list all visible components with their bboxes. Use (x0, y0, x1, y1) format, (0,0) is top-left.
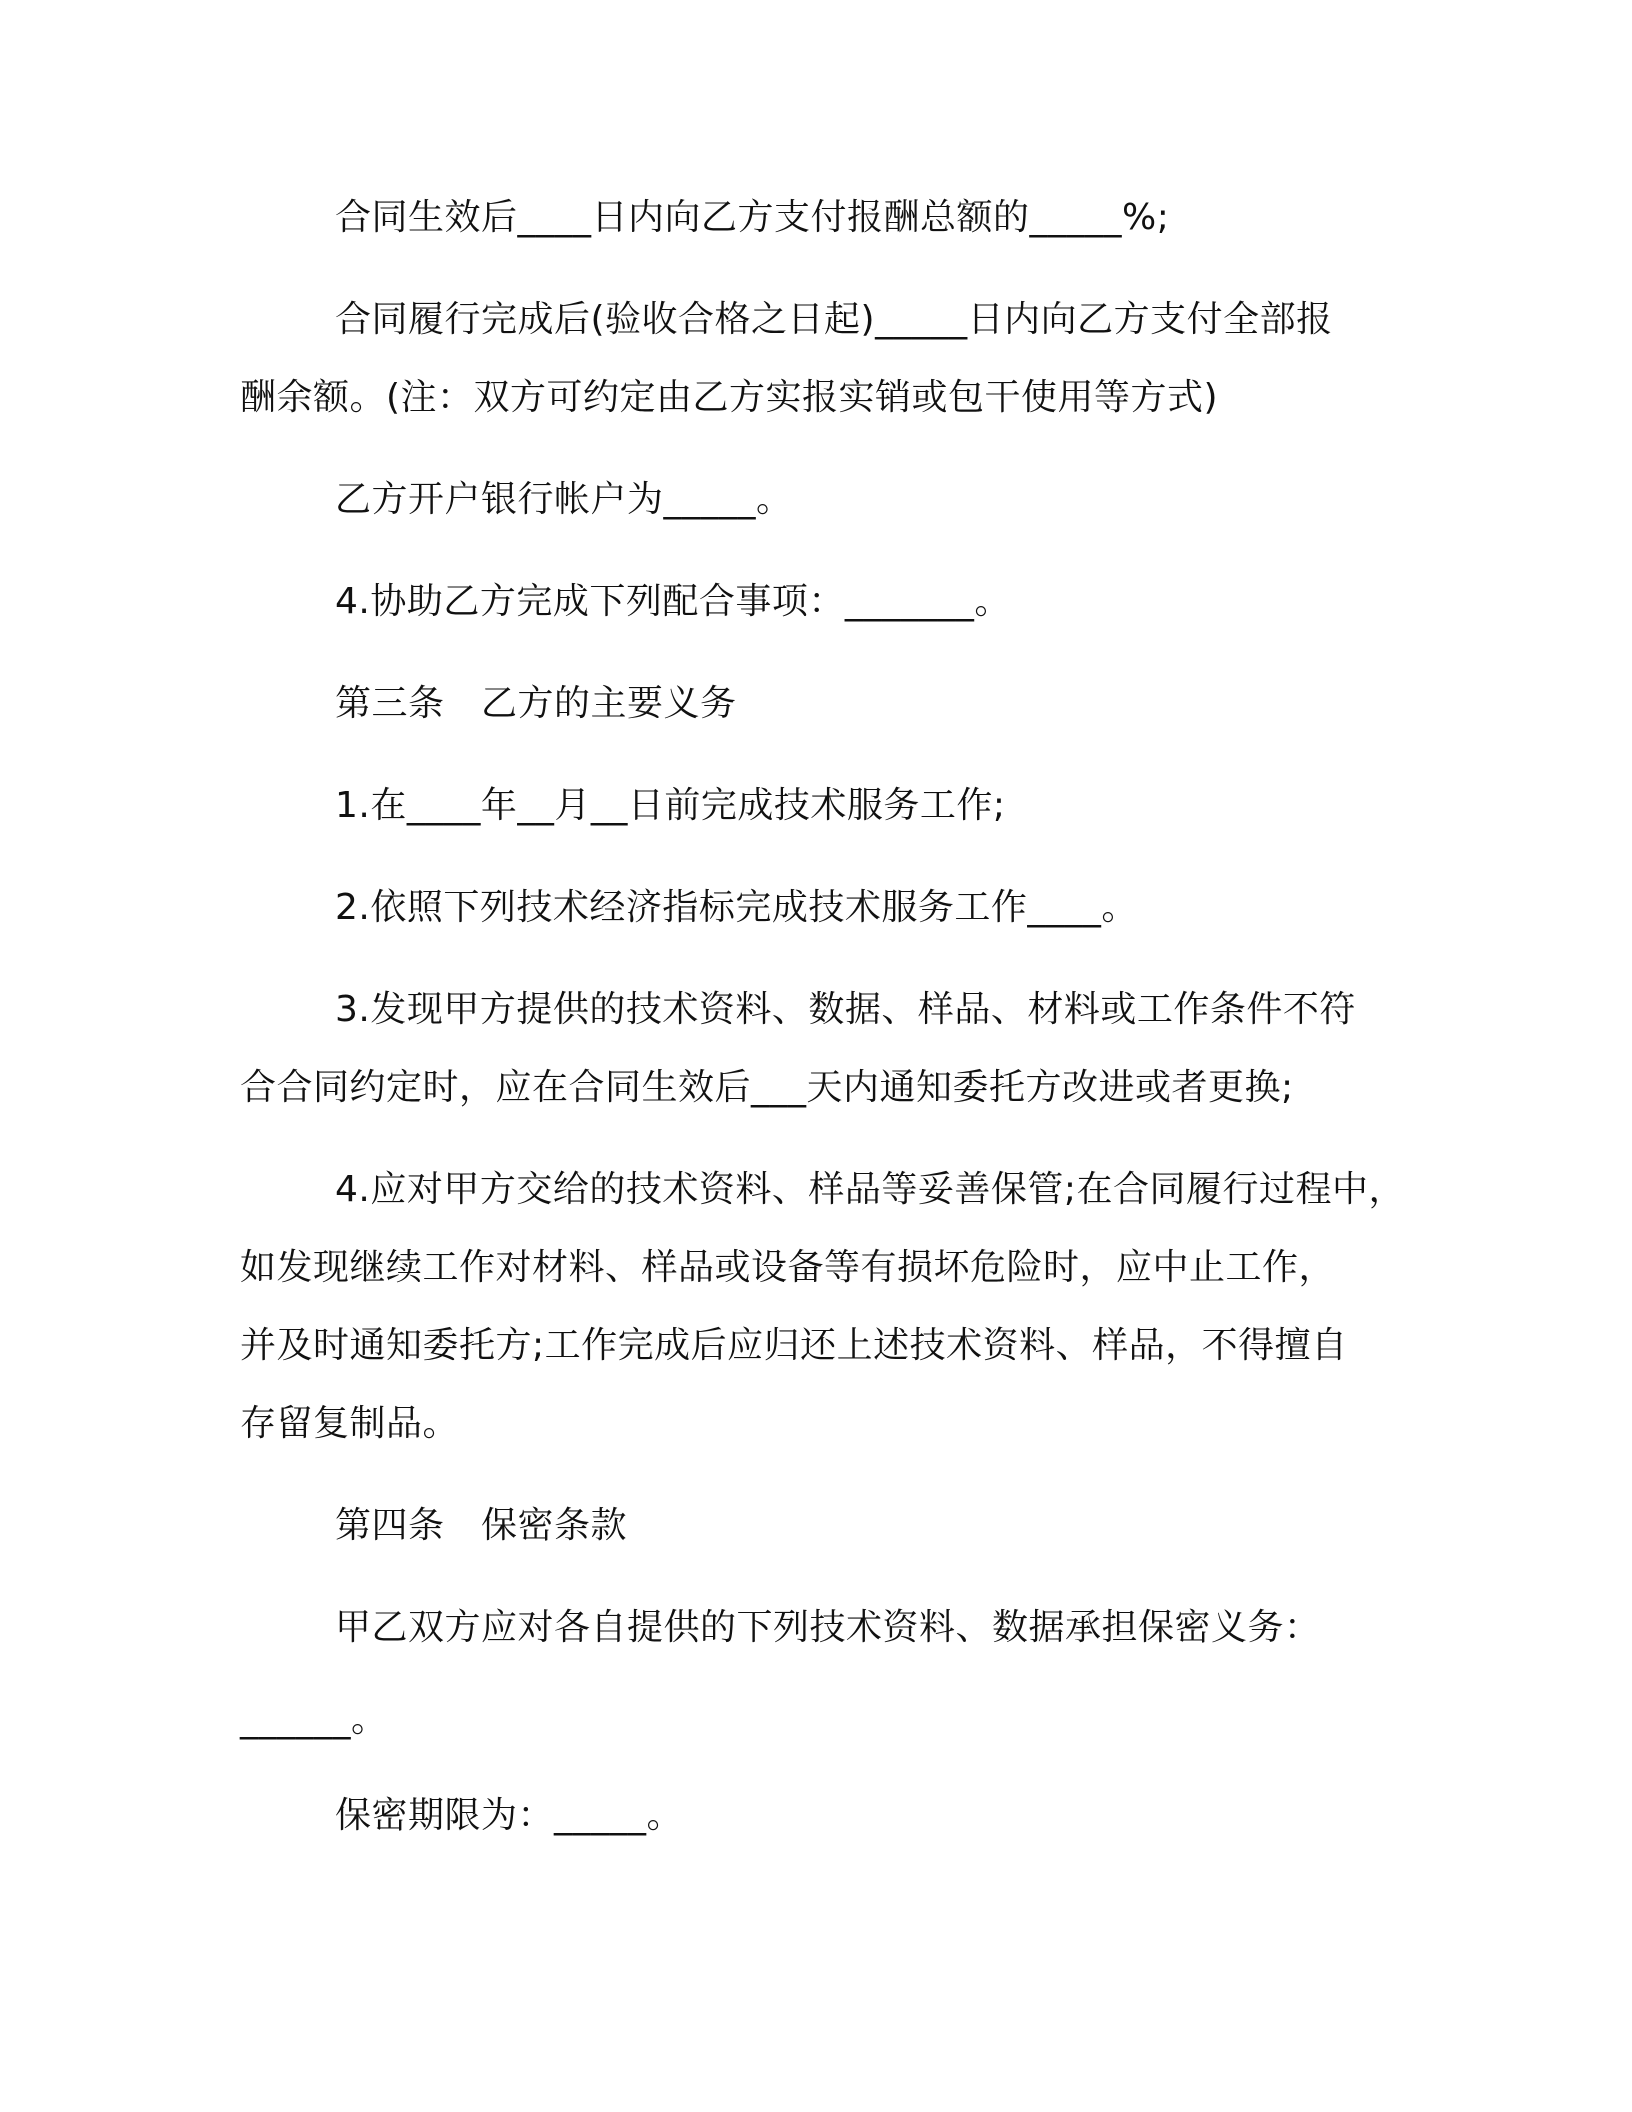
text-line: 合同履行完成后(验收合格之日起)_____日内向乙方支付全部报 (335, 299, 1333, 340)
text-line: 存留复制品。 (240, 1403, 460, 1444)
text-line: 并及时通知委托方;工作完成后应归还上述技术资料、样品，不得擅自 (240, 1325, 1348, 1366)
text-line: 3.发现甲方提供的技术资料、数据、样品、材料或工作条件不符 (335, 989, 1356, 1030)
text-line: 合同生效后____日内向乙方支付报酬总额的_____%; (335, 197, 1170, 238)
text-line: 保密期限为：_____。 (335, 1795, 684, 1836)
text-line: 酬余额。(注：双方可约定由乙方实报实销或包干使用等方式) (240, 377, 1219, 418)
text-line: 合合同约定时，应在合同生效后___天内通知委托方改进或者更换; (240, 1067, 1294, 1108)
text-line: 甲乙双方应对各自提供的下列技术资料、数据承担保密义务： (335, 1607, 1321, 1648)
section-heading: 第四条 保密条款 (335, 1505, 628, 1546)
text-line: 4.协助乙方完成下列配合事项：_______。 (335, 581, 1011, 622)
text-line: 乙方开户银行帐户为_____。 (335, 479, 793, 520)
text-line: 2.依照下列技术经济指标完成技术服务工作____。 (335, 887, 1138, 928)
text-line: ______。 (240, 1699, 388, 1740)
text-line: 1.在____年__月__日前完成技术服务工作; (335, 785, 1006, 826)
section-heading: 第三条 乙方的主要义务 (335, 683, 737, 724)
text-line: 4.应对甲方交给的技术资料、样品等妥善保管;在合同履行过程中， (335, 1169, 1405, 1210)
text-line: 如发现继续工作对材料、样品或设备等有损坏危险时，应中止工作， (240, 1247, 1336, 1288)
